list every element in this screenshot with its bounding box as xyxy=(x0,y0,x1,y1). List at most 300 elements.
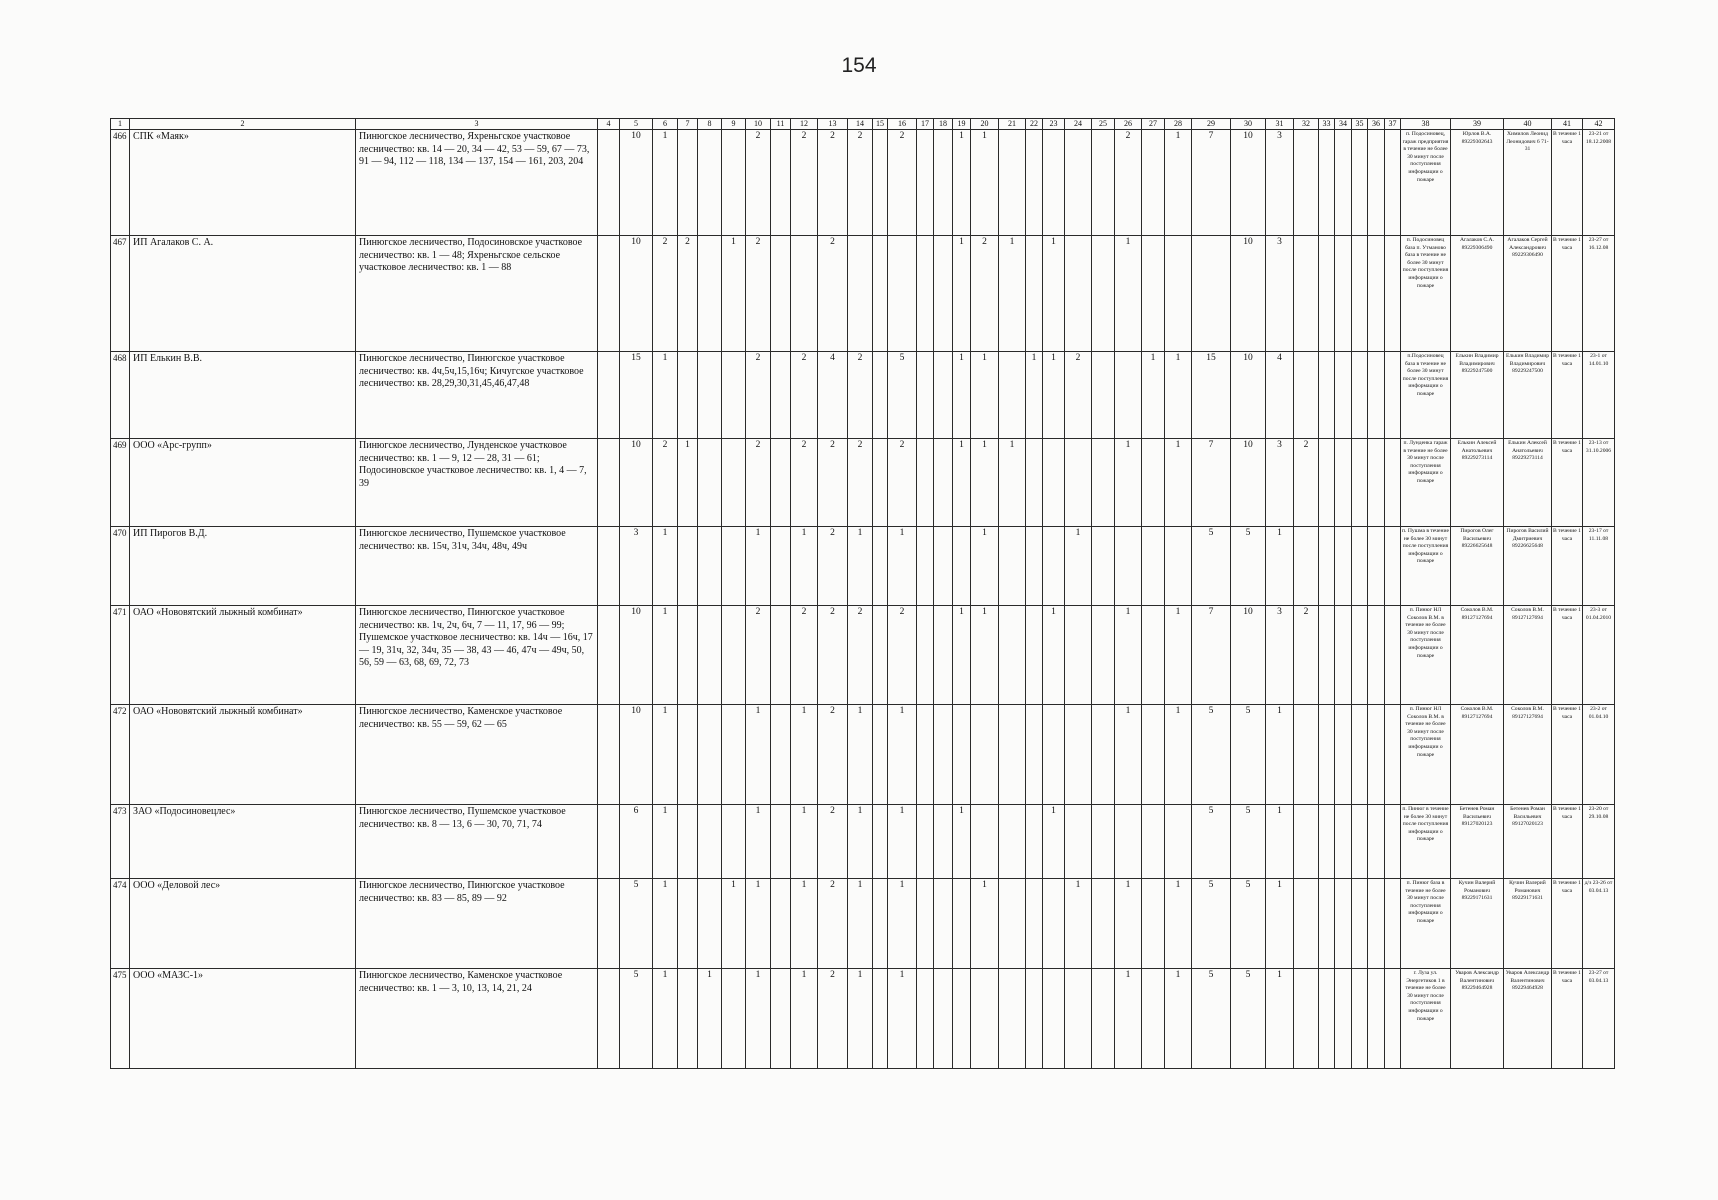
row-number: 469 xyxy=(111,439,130,527)
count-cell-col-33 xyxy=(1319,352,1335,439)
forest-quarters: Пинюгское лесничество, Каменское участковое лесничество: кв. 1 — 3, 10, 13, 14, 21, 24 xyxy=(356,969,598,1069)
count-cell-col-31: 3 xyxy=(1266,236,1294,352)
count-cell-col-23: 1 xyxy=(1043,606,1065,705)
forest-quarters: Пинюгское лесничество, Пушемское участковое лесничество: кв. 15ч, 31ч, 34ч, 48ч, 49ч xyxy=(356,527,598,606)
count-cell-col-14: 1 xyxy=(848,705,873,805)
count-cell-col-13: 2 xyxy=(818,805,848,879)
count-cell-col-31: 1 xyxy=(1266,969,1294,1069)
count-cell-col-15 xyxy=(873,805,888,879)
column-number-11: 11 xyxy=(771,119,791,130)
count-cell-col-37 xyxy=(1385,352,1401,439)
count-cell-col-15 xyxy=(873,527,888,606)
count-cell-col-35 xyxy=(1352,805,1368,879)
count-cell-col-20 xyxy=(971,969,999,1069)
count-cell-col-37 xyxy=(1385,805,1401,879)
count-cell-col-34 xyxy=(1335,439,1352,527)
row-number: 475 xyxy=(111,969,130,1069)
count-cell-col-25 xyxy=(1092,527,1115,606)
column-number-5: 5 xyxy=(620,119,653,130)
contact-person: Соколов В.М. 89127127694 xyxy=(1504,705,1552,805)
count-cell-col-12 xyxy=(791,236,818,352)
count-cell-col-4 xyxy=(598,439,620,527)
count-cell-col-17 xyxy=(917,805,934,879)
count-cell-col-10: 1 xyxy=(746,969,771,1069)
count-cell-col-37 xyxy=(1385,705,1401,805)
count-cell-col-16: 1 xyxy=(888,969,917,1069)
count-cell-col-9 xyxy=(722,705,746,805)
count-cell-col-17 xyxy=(917,879,934,969)
count-cell-col-33 xyxy=(1319,527,1335,606)
count-cell-col-24: 1 xyxy=(1065,527,1092,606)
count-cell-col-34 xyxy=(1335,879,1352,969)
agreement-number: 23-17 от 11.11.08 xyxy=(1583,527,1615,606)
count-cell-col-34 xyxy=(1335,236,1352,352)
count-cell-col-35 xyxy=(1352,130,1368,236)
column-number-38: 38 xyxy=(1401,119,1451,130)
column-number-10: 10 xyxy=(746,119,771,130)
count-cell-col-24: 2 xyxy=(1065,352,1092,439)
count-cell-col-18 xyxy=(934,969,953,1069)
count-cell-col-12: 2 xyxy=(791,606,818,705)
column-number-33: 33 xyxy=(1319,119,1335,130)
count-cell-col-6: 1 xyxy=(653,130,678,236)
count-cell-col-15 xyxy=(873,969,888,1069)
count-cell-col-28: 1 xyxy=(1165,352,1192,439)
column-number-26: 26 xyxy=(1115,119,1142,130)
contact-person: Соколов В.М. 89127127694 xyxy=(1504,606,1552,705)
count-cell-col-4 xyxy=(598,705,620,805)
count-cell-col-20: 2 xyxy=(971,236,999,352)
count-cell-col-16: 2 xyxy=(888,130,917,236)
count-cell-col-33 xyxy=(1319,236,1335,352)
count-cell-col-27 xyxy=(1142,439,1165,527)
count-cell-col-4 xyxy=(598,606,620,705)
arrival-time: В течение 1 часа xyxy=(1552,705,1583,805)
count-cell-col-8 xyxy=(698,236,722,352)
column-number-12: 12 xyxy=(791,119,818,130)
count-cell-col-33 xyxy=(1319,606,1335,705)
count-cell-col-31: 1 xyxy=(1266,879,1294,969)
fire-response-table xyxy=(110,118,1615,1069)
count-cell-col-32 xyxy=(1294,969,1319,1069)
count-cell-col-21 xyxy=(999,606,1026,705)
table-row xyxy=(111,527,1615,606)
count-cell-col-27 xyxy=(1142,805,1165,879)
agreement-number: 23-20 от 29.10.08 xyxy=(1583,805,1615,879)
count-cell-col-20: 1 xyxy=(971,606,999,705)
count-cell-col-31: 4 xyxy=(1266,352,1294,439)
count-cell-col-37 xyxy=(1385,606,1401,705)
contact-person: Уваров Александр Валентинович 89229464928 xyxy=(1504,969,1552,1069)
responsible-person: Юрлов В.А. 89229302643 xyxy=(1451,130,1504,236)
organization-name: ИП Пирогов В.Д. xyxy=(130,527,356,606)
count-cell-col-36 xyxy=(1368,527,1385,606)
count-cell-col-12: 1 xyxy=(791,879,818,969)
count-cell-col-9 xyxy=(722,439,746,527)
count-cell-col-31: 3 xyxy=(1266,130,1294,236)
count-cell-col-14: 1 xyxy=(848,527,873,606)
arrival-time: В течение 1 часа xyxy=(1552,805,1583,879)
column-number-32: 32 xyxy=(1294,119,1319,130)
count-cell-col-9 xyxy=(722,805,746,879)
forest-quarters: Пинюгское лесничество, Пинюгское участковое лесничество: кв. 1ч, 2ч, 6ч, 7 — 11, 17, 96 — 99; Пушемское участковое лесничество: кв. 14ч — 16ч, 17 — 19, 31ч, 32, 34ч, 35 — 38, 43 — 46, 47ч — 49ч, 50, 56, 59 — 63, 68, 69, 72, 73 xyxy=(356,606,598,705)
count-cell-col-10: 2 xyxy=(746,606,771,705)
count-cell-col-18 xyxy=(934,606,953,705)
column-number-41: 41 xyxy=(1552,119,1583,130)
count-cell-col-35 xyxy=(1352,439,1368,527)
count-cell-col-22 xyxy=(1026,705,1043,805)
count-cell-col-4 xyxy=(598,130,620,236)
column-number-37: 37 xyxy=(1385,119,1401,130)
count-cell-col-22: 1 xyxy=(1026,352,1043,439)
count-cell-col-12: 2 xyxy=(791,130,818,236)
count-cell-col-29: 7 xyxy=(1192,130,1231,236)
count-cell-col-14: 1 xyxy=(848,805,873,879)
table-row xyxy=(111,439,1615,527)
count-cell-col-8 xyxy=(698,352,722,439)
column-number-13: 13 xyxy=(818,119,848,130)
contact-person: Агалаков Сергей Александрович 89229306490 xyxy=(1504,236,1552,352)
count-cell-col-22 xyxy=(1026,527,1043,606)
count-cell-col-9 xyxy=(722,969,746,1069)
row-number: 472 xyxy=(111,705,130,805)
count-cell-col-35 xyxy=(1352,352,1368,439)
organization-name: ООО «Арс-групп» xyxy=(130,439,356,527)
agreement-number: 23-2 от 01.04.10 xyxy=(1583,705,1615,805)
count-cell-col-18 xyxy=(934,705,953,805)
count-cell-col-5: 10 xyxy=(620,705,653,805)
count-cell-col-37 xyxy=(1385,439,1401,527)
count-cell-col-4 xyxy=(598,969,620,1069)
organization-name: ООО «Деловой лес» xyxy=(130,879,356,969)
column-number-29: 29 xyxy=(1192,119,1231,130)
count-cell-col-34 xyxy=(1335,527,1352,606)
count-cell-col-4 xyxy=(598,352,620,439)
count-cell-col-25 xyxy=(1092,352,1115,439)
count-cell-col-32: 2 xyxy=(1294,439,1319,527)
count-cell-col-33 xyxy=(1319,879,1335,969)
count-cell-col-6: 1 xyxy=(653,705,678,805)
count-cell-col-36 xyxy=(1368,439,1385,527)
count-cell-col-18 xyxy=(934,805,953,879)
count-cell-col-32 xyxy=(1294,705,1319,805)
forest-quarters: Пинюгское лесничество, Пушемское участковое лесничество: кв. 8 — 13, 6 — 30, 70, 71, 74 xyxy=(356,805,598,879)
count-cell-col-28: 1 xyxy=(1165,969,1192,1069)
count-cell-col-10: 1 xyxy=(746,527,771,606)
count-cell-col-25 xyxy=(1092,879,1115,969)
count-cell-col-11 xyxy=(771,705,791,805)
organization-name: ООО «МАЗС-1» xyxy=(130,969,356,1069)
table-body xyxy=(111,130,1615,1069)
column-number-42: 42 xyxy=(1583,119,1615,130)
count-cell-col-19: 1 xyxy=(953,130,971,236)
responsible-person: Елькин Алексей Анатольевич 89229273114 xyxy=(1451,439,1504,527)
dispatch-location: п. Пинюг НЛ Соколов В.М. в течение не более 30 минут после поступления информации о пожаре xyxy=(1401,705,1451,805)
count-cell-col-6: 1 xyxy=(653,527,678,606)
count-cell-col-34 xyxy=(1335,969,1352,1069)
responsible-person: Агалаков С.А. 89229306490 xyxy=(1451,236,1504,352)
count-cell-col-28: 1 xyxy=(1165,130,1192,236)
column-number-19: 19 xyxy=(953,119,971,130)
count-cell-col-30: 5 xyxy=(1231,527,1266,606)
count-cell-col-12: 2 xyxy=(791,352,818,439)
count-cell-col-32 xyxy=(1294,236,1319,352)
column-number-15: 15 xyxy=(873,119,888,130)
count-cell-col-10: 1 xyxy=(746,705,771,805)
table-row xyxy=(111,969,1615,1069)
count-cell-col-16 xyxy=(888,236,917,352)
count-cell-col-33 xyxy=(1319,705,1335,805)
count-cell-col-24 xyxy=(1065,705,1092,805)
count-cell-col-11 xyxy=(771,439,791,527)
count-cell-col-6: 1 xyxy=(653,969,678,1069)
column-number-34: 34 xyxy=(1335,119,1352,130)
count-cell-col-16: 1 xyxy=(888,879,917,969)
forest-quarters: Пинюгское лесничество, Каменское участковое лесничество: кв. 55 — 59, 62 — 65 xyxy=(356,705,598,805)
count-cell-col-21 xyxy=(999,969,1026,1069)
count-cell-col-12: 1 xyxy=(791,705,818,805)
count-cell-col-8 xyxy=(698,527,722,606)
count-cell-col-9 xyxy=(722,352,746,439)
count-cell-col-23 xyxy=(1043,439,1065,527)
count-cell-col-23: 1 xyxy=(1043,352,1065,439)
count-cell-col-26: 1 xyxy=(1115,879,1142,969)
count-cell-col-31: 3 xyxy=(1266,606,1294,705)
column-number-row xyxy=(111,119,1615,130)
count-cell-col-33 xyxy=(1319,439,1335,527)
count-cell-col-20 xyxy=(971,805,999,879)
count-cell-col-24 xyxy=(1065,805,1092,879)
responsible-person: Уваров Александр Валентинович 89229464928 xyxy=(1451,969,1504,1069)
count-cell-col-36 xyxy=(1368,236,1385,352)
count-cell-col-29: 7 xyxy=(1192,439,1231,527)
count-cell-col-17 xyxy=(917,705,934,805)
count-cell-col-35 xyxy=(1352,969,1368,1069)
count-cell-col-14 xyxy=(848,236,873,352)
row-number: 466 xyxy=(111,130,130,236)
count-cell-col-20: 1 xyxy=(971,439,999,527)
organization-name: ИП Елькин В.В. xyxy=(130,352,356,439)
count-cell-col-6: 2 xyxy=(653,236,678,352)
count-cell-col-30: 10 xyxy=(1231,439,1266,527)
count-cell-col-34 xyxy=(1335,805,1352,879)
count-cell-col-31: 1 xyxy=(1266,527,1294,606)
count-cell-col-6: 1 xyxy=(653,606,678,705)
column-number-8: 8 xyxy=(698,119,722,130)
count-cell-col-10: 2 xyxy=(746,236,771,352)
count-cell-col-11 xyxy=(771,352,791,439)
count-cell-col-27 xyxy=(1142,879,1165,969)
count-cell-col-16: 1 xyxy=(888,527,917,606)
count-cell-col-11 xyxy=(771,969,791,1069)
count-cell-col-36 xyxy=(1368,705,1385,805)
count-cell-col-23: 1 xyxy=(1043,805,1065,879)
count-cell-col-12: 1 xyxy=(791,969,818,1069)
count-cell-col-21 xyxy=(999,879,1026,969)
organization-name: ОАО «Нововятский лыжный комбинат» xyxy=(130,606,356,705)
count-cell-col-23 xyxy=(1043,969,1065,1069)
count-cell-col-32 xyxy=(1294,805,1319,879)
count-cell-col-36 xyxy=(1368,805,1385,879)
table-row xyxy=(111,879,1615,969)
count-cell-col-35 xyxy=(1352,236,1368,352)
column-number-14: 14 xyxy=(848,119,873,130)
count-cell-col-12: 2 xyxy=(791,439,818,527)
row-number: 467 xyxy=(111,236,130,352)
count-cell-col-10: 2 xyxy=(746,130,771,236)
count-cell-col-9 xyxy=(722,606,746,705)
responsible-person: Бетенев Роман Васильевич 89127020123 xyxy=(1451,805,1504,879)
count-cell-col-17 xyxy=(917,352,934,439)
count-cell-col-23 xyxy=(1043,130,1065,236)
count-cell-col-26 xyxy=(1115,527,1142,606)
forest-quarters: Пинюгское лесничество, Пинюгское участковое лесничество: кв. 83 — 85, 89 — 92 xyxy=(356,879,598,969)
forest-quarters: Пинюгское лесничество, Лунденское участковое лесничество: кв. 1 — 9, 12 — 28, 31 — 61; Подосиновское участковое лесничество: кв. 1, 4 — 7, 39 xyxy=(356,439,598,527)
column-number-36: 36 xyxy=(1368,119,1385,130)
table-row xyxy=(111,606,1615,705)
count-cell-col-28 xyxy=(1165,805,1192,879)
count-cell-col-29: 5 xyxy=(1192,705,1231,805)
count-cell-col-7 xyxy=(678,879,698,969)
count-cell-col-35 xyxy=(1352,879,1368,969)
count-cell-col-28 xyxy=(1165,527,1192,606)
count-cell-col-15 xyxy=(873,236,888,352)
agreement-number: 23-27 от 16.12.08 xyxy=(1583,236,1615,352)
column-number-17: 17 xyxy=(917,119,934,130)
count-cell-col-11 xyxy=(771,606,791,705)
arrival-time: В течение 1 часа xyxy=(1552,236,1583,352)
forest-quarters: Пинюгское лесничество, Подосиновское участковое лесничество: кв. 1 — 48; Яхреньгское сельское участковое лесничество: кв. 1 — 88 xyxy=(356,236,598,352)
count-cell-col-28: 1 xyxy=(1165,439,1192,527)
count-cell-col-20: 1 xyxy=(971,130,999,236)
column-number-16: 16 xyxy=(888,119,917,130)
count-cell-col-22 xyxy=(1026,130,1043,236)
count-cell-col-8 xyxy=(698,130,722,236)
count-cell-col-22 xyxy=(1026,606,1043,705)
count-cell-col-36 xyxy=(1368,606,1385,705)
count-cell-col-5: 5 xyxy=(620,879,653,969)
count-cell-col-20: 1 xyxy=(971,352,999,439)
count-cell-col-21: 1 xyxy=(999,439,1026,527)
count-cell-col-5: 10 xyxy=(620,439,653,527)
count-cell-col-34 xyxy=(1335,130,1352,236)
count-cell-col-21 xyxy=(999,705,1026,805)
column-number-22: 22 xyxy=(1026,119,1043,130)
count-cell-col-15 xyxy=(873,879,888,969)
arrival-time: В течение 1 часа xyxy=(1552,130,1583,236)
count-cell-col-26: 1 xyxy=(1115,969,1142,1069)
count-cell-col-30: 10 xyxy=(1231,130,1266,236)
count-cell-col-24 xyxy=(1065,969,1092,1069)
count-cell-col-27 xyxy=(1142,969,1165,1069)
count-cell-col-36 xyxy=(1368,130,1385,236)
count-cell-col-13: 2 xyxy=(818,606,848,705)
count-cell-col-13: 2 xyxy=(818,879,848,969)
row-number: 468 xyxy=(111,352,130,439)
count-cell-col-16: 2 xyxy=(888,606,917,705)
count-cell-col-32 xyxy=(1294,130,1319,236)
dispatch-location: г. Луза ул. Энергетиков 1 в течение не более 30 минут после поступления информации о пожаре xyxy=(1401,969,1451,1069)
column-number-28: 28 xyxy=(1165,119,1192,130)
count-cell-col-7 xyxy=(678,969,698,1069)
count-cell-col-37 xyxy=(1385,130,1401,236)
forest-quarters: Пинюгское лесничество, Яхреньгское участковое лесничество: кв. 14 — 20, 34 — 42, 53 — 59, 67 — 73, 91 — 94, 112 — 118, 134 — 137, 154 — 161, 203, 204 xyxy=(356,130,598,236)
count-cell-col-5: 10 xyxy=(620,236,653,352)
count-cell-col-28: 1 xyxy=(1165,705,1192,805)
count-cell-col-28: 1 xyxy=(1165,606,1192,705)
count-cell-col-25 xyxy=(1092,969,1115,1069)
count-cell-col-24 xyxy=(1065,606,1092,705)
count-cell-col-24 xyxy=(1065,130,1092,236)
count-cell-col-12: 1 xyxy=(791,805,818,879)
count-cell-col-30: 5 xyxy=(1231,879,1266,969)
count-cell-col-4 xyxy=(598,879,620,969)
column-number-40: 40 xyxy=(1504,119,1552,130)
responsible-person: Елькин Владимир Владимирович 89229247500 xyxy=(1451,352,1504,439)
arrival-time: В течение 1 часа xyxy=(1552,527,1583,606)
count-cell-col-8: 1 xyxy=(698,969,722,1069)
count-cell-col-15 xyxy=(873,352,888,439)
count-cell-col-19 xyxy=(953,969,971,1069)
column-number-21: 21 xyxy=(999,119,1026,130)
count-cell-col-4 xyxy=(598,236,620,352)
count-cell-col-35 xyxy=(1352,606,1368,705)
column-number-7: 7 xyxy=(678,119,698,130)
count-cell-col-21: 1 xyxy=(999,236,1026,352)
count-cell-col-32: 2 xyxy=(1294,606,1319,705)
count-cell-col-21 xyxy=(999,130,1026,236)
count-cell-col-19: 1 xyxy=(953,606,971,705)
table-row xyxy=(111,705,1615,805)
count-cell-col-31: 3 xyxy=(1266,439,1294,527)
count-cell-col-9 xyxy=(722,130,746,236)
count-cell-col-13: 2 xyxy=(818,130,848,236)
count-cell-col-7 xyxy=(678,606,698,705)
count-cell-col-7 xyxy=(678,527,698,606)
column-number-35: 35 xyxy=(1352,119,1368,130)
count-cell-col-5: 3 xyxy=(620,527,653,606)
column-number-18: 18 xyxy=(934,119,953,130)
count-cell-col-30: 10 xyxy=(1231,352,1266,439)
count-cell-col-28 xyxy=(1165,236,1192,352)
count-cell-col-9: 1 xyxy=(722,236,746,352)
count-cell-col-5: 10 xyxy=(620,130,653,236)
count-cell-col-8 xyxy=(698,439,722,527)
count-cell-col-36 xyxy=(1368,879,1385,969)
count-cell-col-33 xyxy=(1319,130,1335,236)
count-cell-col-27 xyxy=(1142,705,1165,805)
count-cell-col-19 xyxy=(953,527,971,606)
count-cell-col-20: 1 xyxy=(971,527,999,606)
column-number-24: 24 xyxy=(1065,119,1092,130)
row-number: 474 xyxy=(111,879,130,969)
count-cell-col-30: 10 xyxy=(1231,606,1266,705)
count-cell-col-22 xyxy=(1026,969,1043,1069)
count-cell-col-37 xyxy=(1385,969,1401,1069)
agreement-number: 23-1 от 14.01.10 xyxy=(1583,352,1615,439)
dispatch-location: п. Подосиновец, гараж предприятия в течение не более 30 минут после поступления информации о пожаре xyxy=(1401,130,1451,236)
count-cell-col-25 xyxy=(1092,236,1115,352)
organization-name: ОАО «Нововятский лыжный комбинат» xyxy=(130,705,356,805)
count-cell-col-29: 5 xyxy=(1192,527,1231,606)
column-number-2: 2 xyxy=(130,119,356,130)
column-number-20: 20 xyxy=(971,119,999,130)
count-cell-col-30: 5 xyxy=(1231,705,1266,805)
count-cell-col-10: 2 xyxy=(746,439,771,527)
count-cell-col-29: 7 xyxy=(1192,606,1231,705)
count-cell-col-7 xyxy=(678,805,698,879)
count-cell-col-9: 1 xyxy=(722,879,746,969)
